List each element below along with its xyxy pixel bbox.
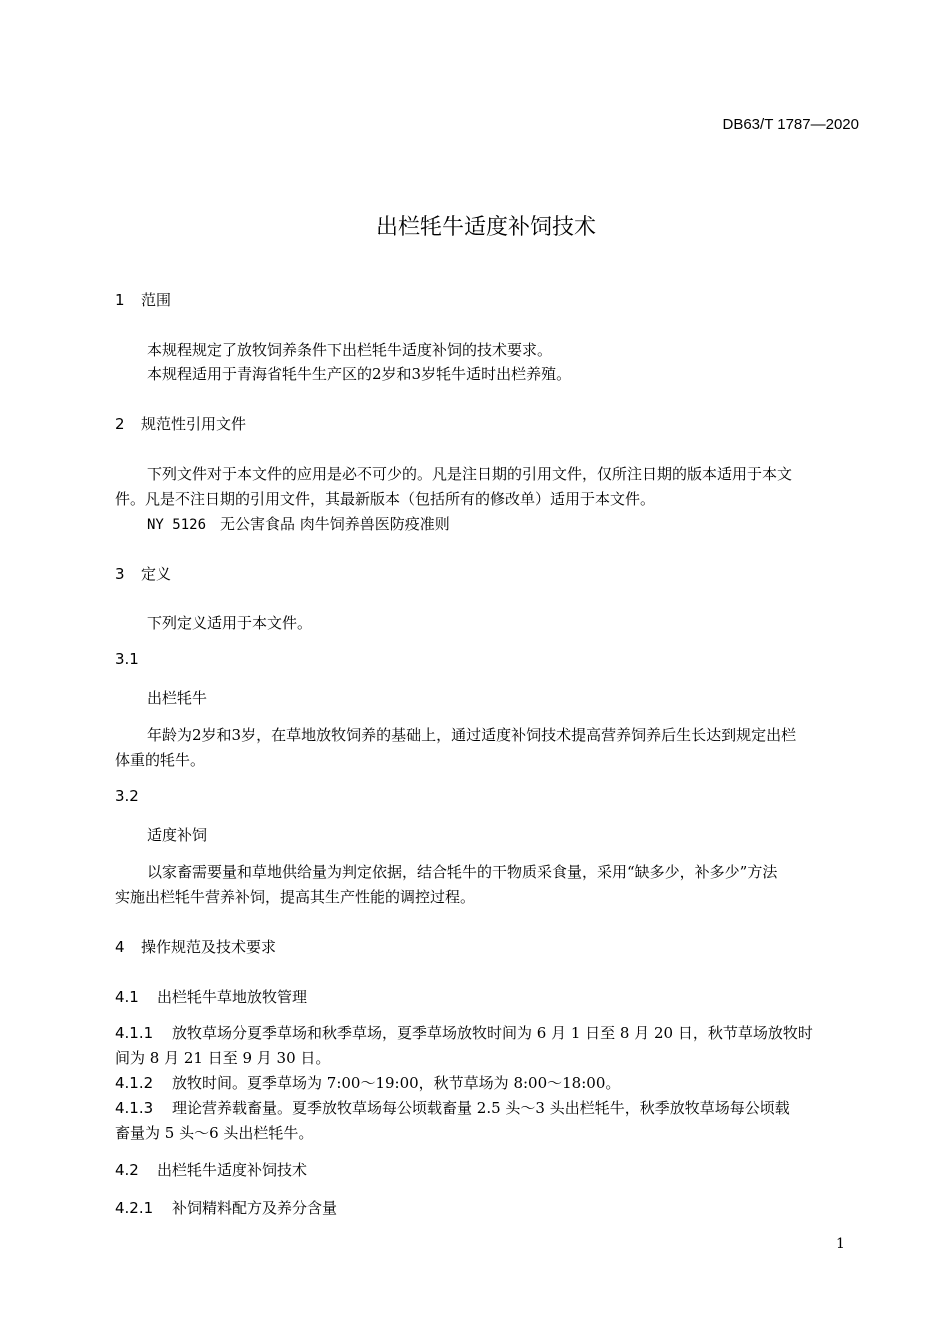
clause-heading [115,1197,337,1218]
definition-line: 以家畜需要量和草地供给量为判定依据，结合牦牛的干物质采食量，采用“缺多少，补多少”方法 [147,863,778,881]
definition-line: 年龄为2岁和3岁，在草地放牧饲养的基础上，通过适度补饲技术提高营养饲养后生长达到规定出栏 [147,726,797,744]
clause-number: 4.2.1 [115,1199,154,1217]
subsection-title: 出栏牦牛草地放牧管理 [157,988,308,1006]
subsection-number: 4.1 [115,988,139,1006]
section-title: 操作规范及技术要求 [141,938,277,956]
standard-code: DB63/T 1787—2020 [722,116,859,133]
clause [115,1022,813,1043]
reference-title: 无公害食品 肉牛饲养兽医防疫准则 [220,515,450,533]
subsection-number: 4.2 [115,1161,139,1179]
definition-number: 3.1 [115,650,139,668]
clause [115,1072,620,1093]
definition-term: 适度补饲 [147,826,208,844]
clause [115,1097,790,1118]
section-4-heading [115,936,276,957]
paragraph: 下列定义适用于本文件。 [147,614,313,632]
section-2-heading [115,413,246,434]
definition-term: 出栏牦牛 [147,689,208,707]
section-title: 定义 [141,565,172,583]
subsection-heading [115,986,307,1007]
clause-text: 放牧时间。夏季草场为 7:00～19:00，秋节草场为 8:00～18:00。 [172,1074,621,1092]
reference-code: NY 5126 [147,517,207,533]
definition-line: 实施出栏牦牛营养补饲，提高其生产性能的调控过程。 [115,888,476,906]
paragraph: 本规程规定了放牧饲养条件下出栏牦牛适度补饲的技术要求。 [147,341,553,359]
paragraph-line: 下列文件对于本文件的应用是必不可少的。凡是注日期的引用文件，仅所注日期的版本适用于本文 [147,465,793,483]
section-number: 2 [115,415,125,433]
subsection-title: 出栏牦牛适度补饲技术 [157,1161,308,1179]
clause-number: 4.1.1 [115,1024,154,1042]
clause-continuation: 畜量为 5 头～6 头出栏牦牛。 [115,1124,314,1142]
paragraph: 本规程适用于青海省牦牛生产区的2岁和3岁牦牛适时出栏养殖。 [147,365,572,383]
page-title: 出栏牦牛适度补饲技术 [375,215,596,240]
page-number: 1 [836,1236,845,1252]
clause-text: 放牧草场分夏季草场和秋季草场，夏季草场放牧时间为 6 月 1 日至 8 月 20 日，秋节草场放牧时 [172,1024,813,1042]
definition-number: 3.2 [115,787,139,805]
normative-reference [147,513,450,534]
section-title: 规范性引用文件 [141,415,247,433]
subsection-heading [115,1159,307,1180]
section-number: 1 [115,291,125,309]
section-3-heading [115,563,171,584]
clause-title: 补饲精料配方及养分含量 [172,1199,338,1217]
clause-text: 理论营养载畜量。夏季放牧草场每公顷载畜量 2.5 头～3 头出栏牦牛，秋季放牧草场每公顷载 [172,1099,790,1117]
definition-line: 体重的牦牛。 [115,751,206,769]
clause-continuation: 间为 8 月 21 日至 9 月 30 日。 [115,1049,331,1067]
clause-number: 4.1.3 [115,1099,154,1117]
section-title: 范围 [141,291,172,309]
section-1-heading [115,289,171,310]
section-number: 3 [115,565,125,583]
paragraph-line: 件。凡是不注日期的引用文件，其最新版本（包括所有的修改单）适用于本文件。 [115,490,656,508]
section-number: 4 [115,938,125,956]
clause-number: 4.1.2 [115,1074,154,1092]
